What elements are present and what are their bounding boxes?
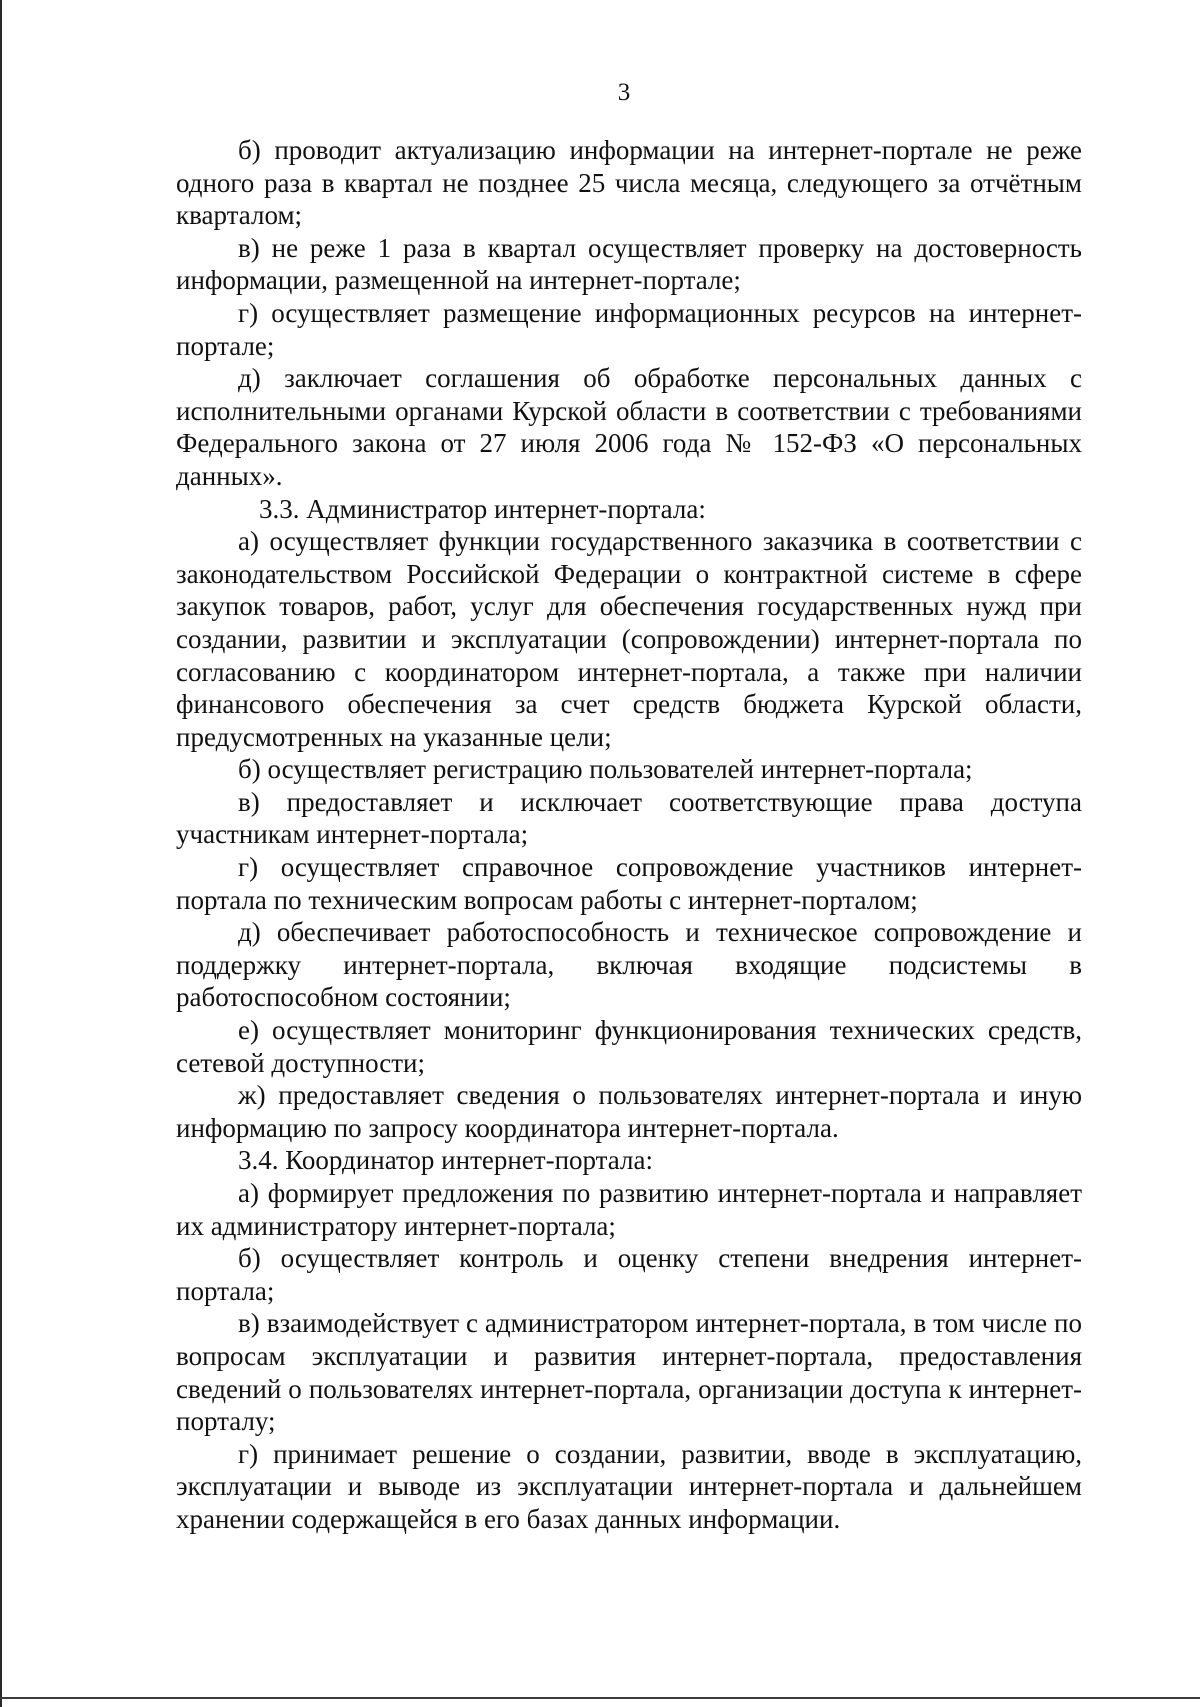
- section-heading-3-4: 3.4. Координатор интернет-портала:: [238, 1145, 653, 1176]
- scan-left-edge: [0, 0, 2, 1707]
- paragraph-3-3-a: а) осуществляет функции государственного заказчика в соответствии с законодательством Российской Федерации о контрактной системе в сфере закупок товаров, работ, услуг для обеспечения государственных нужд при создании, развитии и эксплуатации (сопровождении) интернет-портала по согласованию с координатором интернет-портала, а также при наличии финансового обеспечения за счет средств бюджета Курской области, предусмотренных на указанные цели;: [176, 526, 1082, 752]
- paragraph-3-3-d: д) обеспечивает работоспособность и техническое сопровождение и поддержку интернет-портала, включая входящие подсистемы в работоспособном состоянии;: [176, 917, 1082, 1013]
- paragraph-3-3-zh: ж) предоставляет сведения о пользователях интернет-портала и иную информацию по запросу координатора интернет-портала.: [176, 1080, 1082, 1143]
- paragraph-3-3-b: б) осуществляет регистрацию пользователей интернет-портала;: [238, 754, 973, 785]
- paragraph-3-4-a: а) формирует предложения по развитию интернет-портала и направляет их администратору интернет-портала;: [176, 1178, 1082, 1241]
- paragraph-3-3-v: в) предоставляет и исключает соответствующие права доступа участникам интернет-портала;: [176, 786, 1082, 850]
- paragraph-3-4-b: б) осуществляет контроль и оценку степени внедрения интернет-портала;: [176, 1243, 1082, 1306]
- page-number: 3: [617, 79, 631, 106]
- document-body: [176, 134, 1082, 1536]
- paragraph-3-2-d: д) заключает соглашения об обработке персональных данных с исполнительными органами Курской области в соответствии с требованиями Федерального закона от 27 июля 2006 года № 152-ФЗ «О персональных данных».: [176, 363, 1082, 491]
- paragraph-3-4-v: в) взаимодействует с администратором интернет-портала, в том числе по вопросам эксплуатации и развития интернет-портала, предоставления сведений о пользователях интернет-портала, организации доступа к интернет-порталу;: [176, 1308, 1082, 1437]
- section-heading-3-3: 3.3. Администратор интернет-портала:: [259, 493, 706, 524]
- paragraph-3-3-g: г) осуществляет справочное сопровождение участников интернет-портала по техническим вопросам работы с интернет-порталом;: [176, 852, 1082, 915]
- paragraph-3-2-b: б) проводит актуализацию информации на интернет-портале не реже одного раза в квартал не позднее 25 числа месяца, следующего за отчётным кварталом;: [176, 135, 1082, 231]
- paragraph-3-2-g: г) осуществляет размещение информационных ресурсов на интернет-портале;: [176, 297, 1082, 361]
- scan-bottom-edge: [0, 1697, 1200, 1699]
- paragraph-3-4-g: г) принимает решение о создании, развитии, вводе в эксплуатацию, эксплуатации и выводе из эксплуатации интернет-портала и дальнейшем хранении содержащейся в его базах данных информации.: [176, 1438, 1082, 1534]
- paragraph-3-3-e: е) осуществляет мониторинг функционирования технических средств, сетевой доступности;: [176, 1015, 1082, 1078]
- paragraph-3-2-v: в) не реже 1 раза в квартал осуществляет проверку на достоверность информации, размещенной на интернет-портале;: [176, 232, 1082, 296]
